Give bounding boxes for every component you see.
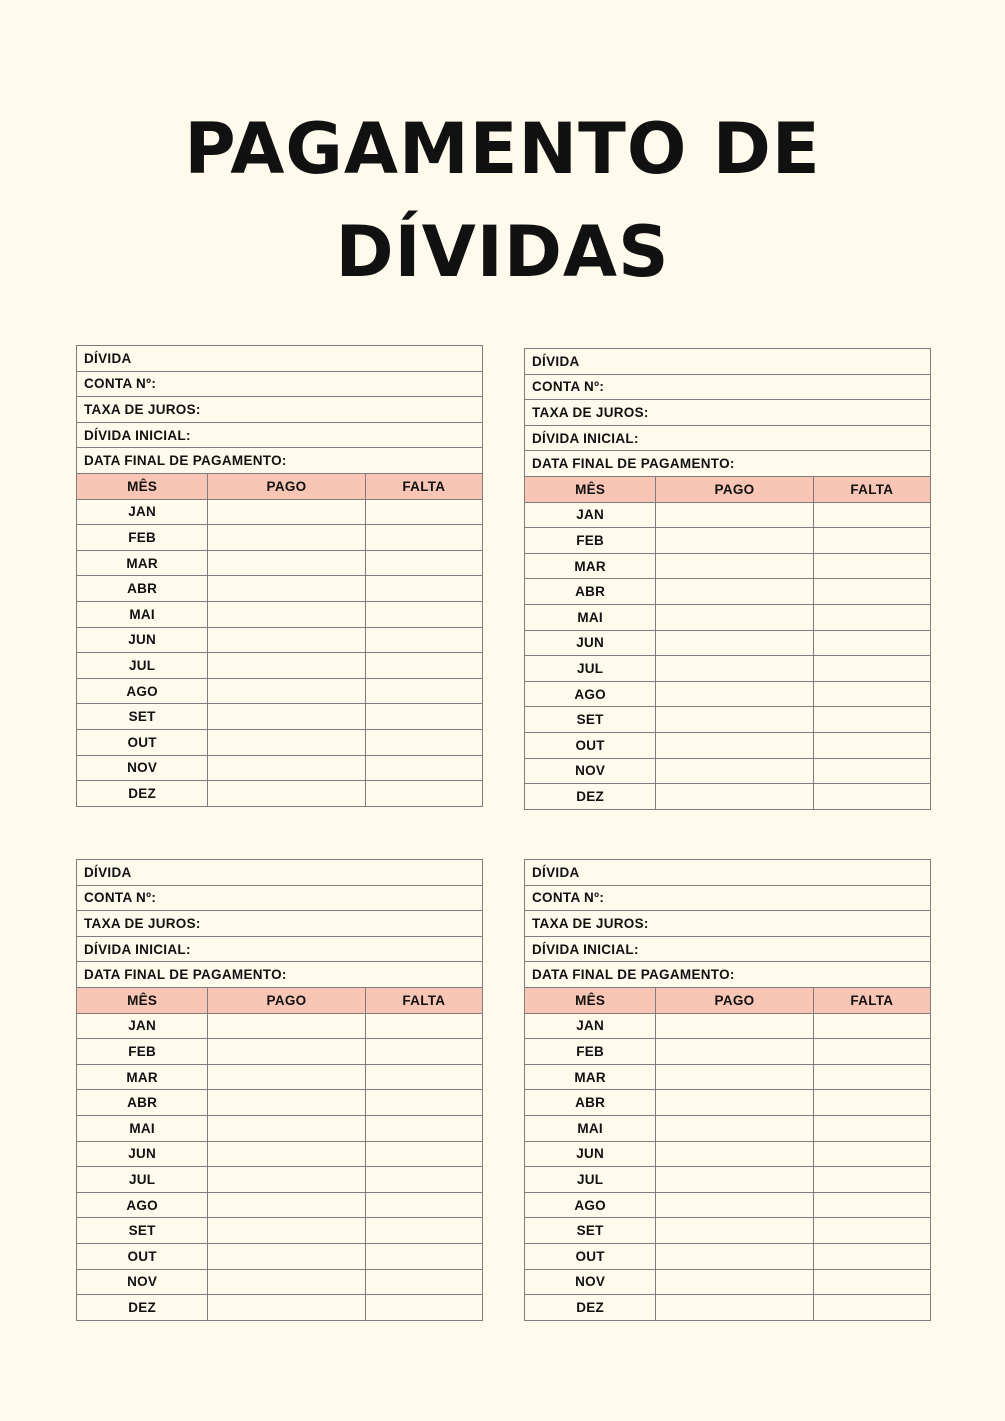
month-row — [525, 1013, 931, 1039]
month-label: NOV — [525, 758, 656, 784]
month-label: FEB — [525, 1039, 656, 1065]
falta-cell[interactable] — [813, 1218, 930, 1244]
pago-cell[interactable] — [208, 729, 365, 755]
column-header-mes: MÊS — [525, 987, 656, 1013]
month-label: JUL — [77, 1167, 208, 1193]
pago-cell[interactable] — [208, 678, 365, 704]
falta-cell[interactable] — [365, 729, 482, 755]
month-label: DEZ — [525, 784, 656, 810]
month-row — [525, 784, 931, 810]
info-row — [77, 936, 483, 962]
month-label: AGO — [525, 1192, 656, 1218]
falta-cell[interactable] — [365, 1192, 482, 1218]
debt-card-body — [77, 860, 483, 1321]
pago-cell[interactable] — [208, 627, 365, 653]
falta-cell[interactable] — [365, 1218, 482, 1244]
month-row — [77, 576, 483, 602]
falta-cell[interactable] — [813, 1192, 930, 1218]
falta-cell[interactable] — [813, 1090, 930, 1116]
initial-debt-field[interactable]: DÍVIDA INICIAL: — [77, 422, 483, 448]
falta-cell[interactable] — [365, 1243, 482, 1269]
month-row — [525, 758, 931, 784]
month-label: MAI — [77, 601, 208, 627]
month-label: SET — [525, 707, 656, 733]
month-row — [525, 732, 931, 758]
month-row — [77, 704, 483, 730]
falta-cell[interactable] — [365, 1013, 482, 1039]
falta-cell[interactable] — [813, 758, 930, 784]
pago-cell[interactable] — [656, 579, 813, 605]
month-row — [77, 499, 483, 525]
month-row — [525, 681, 931, 707]
account-number-field[interactable]: CONTA Nº: — [77, 371, 483, 397]
debt-card — [76, 345, 483, 807]
pago-cell[interactable] — [656, 502, 813, 528]
month-label: OUT — [77, 1243, 208, 1269]
pago-cell[interactable] — [208, 1090, 365, 1116]
divida-field[interactable]: DÍVIDA — [525, 349, 931, 375]
account-number-field[interactable]: CONTA Nº: — [77, 885, 483, 911]
initial-debt-field[interactable]: DÍVIDA INICIAL: — [77, 936, 483, 962]
falta-cell[interactable] — [365, 550, 482, 576]
pago-cell[interactable] — [208, 1013, 365, 1039]
info-row — [525, 400, 931, 426]
column-header-mes: MÊS — [525, 476, 656, 502]
pago-cell[interactable] — [656, 1115, 813, 1141]
pago-cell[interactable] — [656, 707, 813, 733]
month-label: MAR — [77, 1064, 208, 1090]
month-label: DEZ — [77, 1295, 208, 1321]
divida-field[interactable]: DÍVIDA — [77, 860, 483, 886]
pago-cell[interactable] — [656, 1167, 813, 1193]
month-row — [77, 1141, 483, 1167]
account-number-field[interactable]: CONTA Nº: — [525, 885, 931, 911]
month-label: JUL — [525, 656, 656, 682]
column-header-pago: PAGO — [656, 987, 813, 1013]
info-row — [77, 422, 483, 448]
falta-cell[interactable] — [813, 1013, 930, 1039]
month-label: JUN — [77, 1141, 208, 1167]
final-payment-date-field[interactable]: DATA FINAL DE PAGAMENTO: — [77, 962, 483, 988]
info-row — [525, 911, 931, 937]
column-header-falta: FALTA — [813, 987, 930, 1013]
month-row — [77, 1269, 483, 1295]
falta-cell[interactable] — [365, 601, 482, 627]
falta-cell[interactable] — [813, 681, 930, 707]
month-row — [525, 1218, 931, 1244]
month-row — [525, 1039, 931, 1065]
month-row — [77, 1090, 483, 1116]
page-title — [0, 98, 1005, 304]
pago-cell[interactable] — [656, 604, 813, 630]
falta-cell[interactable] — [365, 678, 482, 704]
month-label: OUT — [525, 732, 656, 758]
info-row — [77, 397, 483, 423]
column-header-pago: PAGO — [208, 473, 365, 499]
final-payment-date-field[interactable]: DATA FINAL DE PAGAMENTO: — [525, 451, 931, 477]
column-header-row — [525, 987, 931, 1013]
month-label: AGO — [77, 1192, 208, 1218]
falta-cell[interactable] — [365, 781, 482, 807]
falta-cell[interactable] — [813, 1243, 930, 1269]
month-row — [525, 1090, 931, 1116]
info-row — [77, 860, 483, 886]
month-row — [525, 579, 931, 605]
info-row — [77, 448, 483, 474]
month-label: AGO — [77, 678, 208, 704]
month-label: ABR — [77, 1090, 208, 1116]
info-row — [77, 371, 483, 397]
falta-cell[interactable] — [365, 1039, 482, 1065]
month-label: MAI — [77, 1115, 208, 1141]
month-label: FEB — [525, 528, 656, 554]
month-label: ABR — [525, 1090, 656, 1116]
column-header-pago: PAGO — [656, 476, 813, 502]
info-row — [77, 962, 483, 988]
falta-cell[interactable] — [813, 1064, 930, 1090]
month-row — [525, 656, 931, 682]
month-row — [77, 781, 483, 807]
interest-rate-field[interactable]: TAXA DE JUROS: — [77, 397, 483, 423]
pago-cell[interactable] — [656, 528, 813, 554]
pago-cell[interactable] — [208, 1192, 365, 1218]
falta-cell[interactable] — [365, 1295, 482, 1321]
divida-field[interactable]: DÍVIDA — [77, 346, 483, 372]
month-label: NOV — [77, 1269, 208, 1295]
falta-cell[interactable] — [813, 528, 930, 554]
pago-cell[interactable] — [656, 656, 813, 682]
month-label: FEB — [77, 1039, 208, 1065]
month-row — [77, 550, 483, 576]
pago-cell[interactable] — [656, 1141, 813, 1167]
falta-cell[interactable] — [365, 1167, 482, 1193]
month-row — [525, 1141, 931, 1167]
pago-cell[interactable] — [208, 755, 365, 781]
month-row — [77, 1295, 483, 1321]
month-label: OUT — [77, 729, 208, 755]
debt-card — [524, 859, 931, 1321]
falta-cell[interactable] — [813, 656, 930, 682]
month-label: MAI — [525, 604, 656, 630]
pago-cell[interactable] — [208, 1269, 365, 1295]
initial-debt-field[interactable]: DÍVIDA INICIAL: — [525, 425, 931, 451]
falta-cell[interactable] — [813, 553, 930, 579]
info-row — [525, 860, 931, 886]
final-payment-date-field[interactable]: DATA FINAL DE PAGAMENTO: — [77, 448, 483, 474]
month-row — [525, 1295, 931, 1321]
info-row — [525, 936, 931, 962]
falta-cell[interactable] — [365, 1141, 482, 1167]
pago-cell[interactable] — [656, 1013, 813, 1039]
month-row — [525, 528, 931, 554]
column-header-mes: MÊS — [77, 473, 208, 499]
month-row — [525, 1269, 931, 1295]
falta-cell[interactable] — [813, 1167, 930, 1193]
month-row — [77, 1192, 483, 1218]
month-row — [77, 1167, 483, 1193]
info-row — [77, 346, 483, 372]
column-header-falta: FALTA — [365, 987, 482, 1013]
month-label: NOV — [77, 755, 208, 781]
month-row — [77, 525, 483, 551]
month-label: JUN — [525, 1141, 656, 1167]
month-label: ABR — [525, 579, 656, 605]
month-label: JAN — [77, 499, 208, 525]
month-row — [77, 1064, 483, 1090]
month-row — [77, 1115, 483, 1141]
month-label: DEZ — [77, 781, 208, 807]
debt-card-body — [77, 346, 483, 807]
month-row — [77, 755, 483, 781]
month-label: JUN — [525, 630, 656, 656]
month-label: SET — [77, 704, 208, 730]
pago-cell[interactable] — [208, 601, 365, 627]
pago-cell[interactable] — [656, 553, 813, 579]
month-label: NOV — [525, 1269, 656, 1295]
falta-cell[interactable] — [365, 1064, 482, 1090]
falta-cell[interactable] — [813, 1141, 930, 1167]
month-row — [525, 630, 931, 656]
falta-cell[interactable] — [365, 1090, 482, 1116]
month-row — [77, 678, 483, 704]
falta-cell[interactable] — [365, 704, 482, 730]
falta-cell[interactable] — [813, 604, 930, 630]
pago-cell[interactable] — [656, 732, 813, 758]
pago-cell[interactable] — [656, 1243, 813, 1269]
falta-cell[interactable] — [813, 732, 930, 758]
month-label: OUT — [525, 1243, 656, 1269]
falta-cell[interactable] — [365, 576, 482, 602]
pago-cell[interactable] — [208, 781, 365, 807]
falta-cell[interactable] — [365, 755, 482, 781]
month-label: FEB — [77, 525, 208, 551]
falta-cell[interactable] — [365, 653, 482, 679]
falta-cell[interactable] — [365, 1115, 482, 1141]
pago-cell[interactable] — [208, 1141, 365, 1167]
pago-cell[interactable] — [208, 1115, 365, 1141]
month-row — [525, 1064, 931, 1090]
pago-cell[interactable] — [656, 681, 813, 707]
info-row — [77, 885, 483, 911]
month-label: JUN — [77, 627, 208, 653]
info-row — [525, 349, 931, 375]
debt-card-body — [525, 349, 931, 810]
month-row — [525, 1243, 931, 1269]
column-header-row — [77, 473, 483, 499]
debt-card-body — [525, 860, 931, 1321]
column-header-row — [77, 987, 483, 1013]
pago-cell[interactable] — [656, 1192, 813, 1218]
month-label: JAN — [525, 502, 656, 528]
month-row — [77, 601, 483, 627]
month-label: AGO — [525, 681, 656, 707]
month-label: MAR — [77, 550, 208, 576]
falta-cell[interactable] — [813, 1295, 930, 1321]
month-label: JUL — [525, 1167, 656, 1193]
info-row — [525, 451, 931, 477]
month-label: JAN — [525, 1013, 656, 1039]
pago-cell[interactable] — [656, 1090, 813, 1116]
falta-cell[interactable] — [813, 630, 930, 656]
info-row — [525, 962, 931, 988]
pago-cell[interactable] — [208, 653, 365, 679]
pago-cell[interactable] — [208, 550, 365, 576]
pago-cell[interactable] — [208, 525, 365, 551]
pago-cell[interactable] — [656, 758, 813, 784]
pago-cell[interactable] — [656, 1064, 813, 1090]
month-row — [525, 707, 931, 733]
pago-cell[interactable] — [208, 1064, 365, 1090]
month-row — [77, 1243, 483, 1269]
falta-cell[interactable] — [813, 1269, 930, 1295]
month-label: JUL — [77, 653, 208, 679]
interest-rate-field[interactable]: TAXA DE JUROS: — [525, 911, 931, 937]
pago-cell[interactable] — [208, 1295, 365, 1321]
debt-card — [524, 348, 931, 810]
pago-cell[interactable] — [656, 1039, 813, 1065]
falta-cell[interactable] — [813, 784, 930, 810]
month-label: DEZ — [525, 1295, 656, 1321]
info-row — [525, 425, 931, 451]
falta-cell[interactable] — [813, 502, 930, 528]
info-row — [525, 885, 931, 911]
month-row — [77, 1218, 483, 1244]
column-header-mes: MÊS — [77, 987, 208, 1013]
falta-cell[interactable] — [813, 579, 930, 605]
column-header-falta: FALTA — [365, 473, 482, 499]
month-label: SET — [525, 1218, 656, 1244]
month-row — [77, 729, 483, 755]
month-row — [525, 502, 931, 528]
pago-cell[interactable] — [208, 1218, 365, 1244]
interest-rate-field[interactable]: TAXA DE JUROS: — [525, 400, 931, 426]
pago-cell[interactable] — [656, 1269, 813, 1295]
account-number-field[interactable]: CONTA Nº: — [525, 374, 931, 400]
divida-field[interactable]: DÍVIDA — [525, 860, 931, 886]
month-label: MAI — [525, 1115, 656, 1141]
info-row — [525, 374, 931, 400]
month-label: SET — [77, 1218, 208, 1244]
debt-card — [76, 859, 483, 1321]
month-row — [525, 604, 931, 630]
column-header-pago: PAGO — [208, 987, 365, 1013]
falta-cell[interactable] — [365, 499, 482, 525]
month-label: MAR — [525, 553, 656, 579]
pago-cell[interactable] — [208, 704, 365, 730]
initial-debt-field[interactable]: DÍVIDA INICIAL: — [525, 936, 931, 962]
month-row — [77, 1013, 483, 1039]
month-label: ABR — [77, 576, 208, 602]
month-row — [77, 1039, 483, 1065]
final-payment-date-field[interactable]: DATA FINAL DE PAGAMENTO: — [525, 962, 931, 988]
pago-cell[interactable] — [208, 1243, 365, 1269]
month-row — [525, 1192, 931, 1218]
falta-cell[interactable] — [813, 1115, 930, 1141]
interest-rate-field[interactable]: TAXA DE JUROS: — [77, 911, 483, 937]
month-label: JAN — [77, 1013, 208, 1039]
pago-cell[interactable] — [656, 1295, 813, 1321]
pago-cell[interactable] — [208, 1039, 365, 1065]
pago-cell[interactable] — [656, 784, 813, 810]
falta-cell[interactable] — [813, 707, 930, 733]
page-title-line-1: PAGAMENTO DE — [184, 108, 821, 190]
month-row — [525, 1115, 931, 1141]
column-header-falta: FALTA — [813, 476, 930, 502]
month-label: MAR — [525, 1064, 656, 1090]
pago-cell[interactable] — [208, 576, 365, 602]
pago-cell[interactable] — [656, 630, 813, 656]
falta-cell[interactable] — [365, 1269, 482, 1295]
month-row — [525, 553, 931, 579]
month-row — [525, 1167, 931, 1193]
month-row — [77, 653, 483, 679]
falta-cell[interactable] — [365, 627, 482, 653]
falta-cell[interactable] — [813, 1039, 930, 1065]
pago-cell[interactable] — [208, 499, 365, 525]
column-header-row — [525, 476, 931, 502]
month-row — [77, 627, 483, 653]
pago-cell[interactable] — [208, 1167, 365, 1193]
falta-cell[interactable] — [365, 525, 482, 551]
pago-cell[interactable] — [656, 1218, 813, 1244]
page-title-line-2: DÍVIDAS — [335, 211, 670, 293]
info-row — [77, 911, 483, 937]
